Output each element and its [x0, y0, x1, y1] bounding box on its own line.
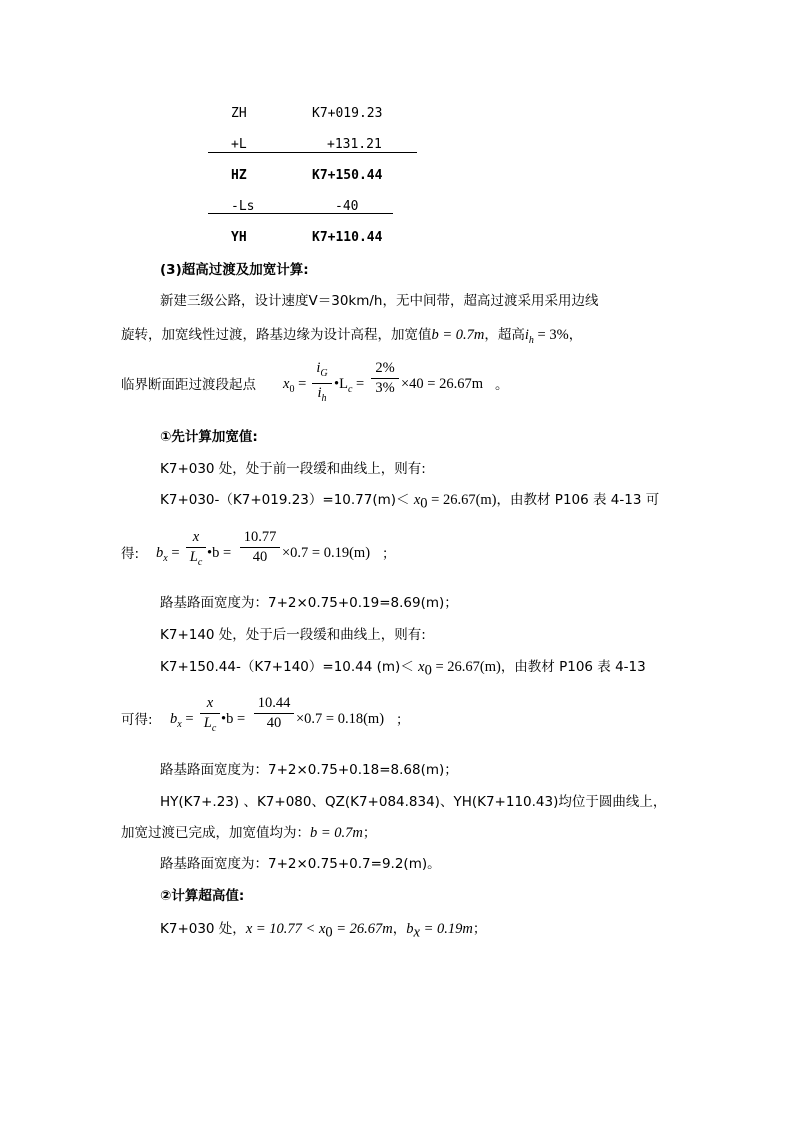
math-tail: ×0.7 = 0.18(m): [296, 711, 385, 727]
paragraph-text: ，: [568, 327, 583, 343]
math-mid: •b =: [221, 711, 246, 727]
math-mid: •b =: [207, 545, 232, 561]
table-row-value: +131.21: [327, 137, 382, 152]
paragraph-line: K7+030 处，$x = 10.77 < x_0 = 26.67m$，$b_x = 0.19m$；: [160, 921, 487, 941]
math-lhs: $b_x$ =: [156, 545, 180, 564]
subsection-heading: ①先计算加宽值:: [160, 429, 258, 445]
table-row-label: HZ: [231, 168, 247, 183]
paragraph-text: 可得:: [121, 712, 153, 728]
paragraph-text: 旋转，加宽线性过渡，路基边缘为设计高程，加宽值: [121, 327, 432, 343]
math-superelevation: $i_h = 3\%$: [524, 327, 569, 346]
paragraph-line: 加宽过渡已完成，加宽值均为：b = 0.7m；: [121, 825, 377, 841]
paragraph-line: K7+140 处，处于后一段缓和曲线上，则有:: [160, 627, 426, 643]
paragraph-text: 临界断面距过渡段起点: [121, 377, 256, 393]
table-row-value: K7+150.44: [312, 168, 383, 183]
fraction-value: 10.77 40: [240, 529, 280, 566]
section-heading: (3)超高过渡及加宽计算:: [160, 262, 309, 278]
paragraph-line: 新建三级公路，设计速度V＝30km/h，无中间带，超高过渡采用采用边线: [160, 293, 599, 309]
math-tail: ×0.7 = 0.19(m): [282, 545, 371, 561]
sum-divider: [208, 213, 393, 214]
math-lhs: $b_x$ =: [170, 711, 194, 730]
paragraph-line: 路基路面宽度为：7+2×0.75+0.19=8.69(m)；: [160, 595, 458, 611]
fraction-x-Lc: x $L_c$: [200, 695, 220, 737]
table-row-label: -Ls: [231, 199, 255, 214]
paragraph-text: 得:: [121, 546, 140, 562]
table-row-value: K7+110.44: [312, 230, 383, 245]
math-tail: ×40 = 26.67m: [401, 376, 484, 392]
paragraph-text: ；: [382, 546, 396, 562]
paragraph-line: [121, 326, 582, 350]
fraction-value: 10.44 40: [254, 695, 294, 732]
fraction-iG-ih: $i_G$ $i_h$: [312, 360, 332, 407]
fraction-percent: 2% 3%: [371, 360, 399, 397]
math-lhs: $x_0$ =: [283, 376, 307, 395]
paragraph-line: 路基路面宽度为：7+2×0.75+0.18=8.68(m)；: [160, 762, 458, 778]
math-mid: $•L_c$ =: [334, 376, 365, 395]
paragraph-line: K7+150.44-（K7+140）=10.44 $(m)< x_0 = 26.67(m)$，由教材 P106 表 4-13: [160, 659, 646, 679]
table-row-value: K7+019.23: [312, 106, 383, 121]
fraction-x-Lc: x $L_c$: [186, 529, 206, 571]
sum-divider: [208, 152, 417, 153]
paragraph-text: ；: [396, 712, 410, 728]
table-row-value: -40: [335, 199, 359, 214]
table-row-label: +L: [231, 137, 247, 152]
paragraph-line: 路基路面宽度为：7+2×0.75+0.7=9.2(m)。: [160, 856, 441, 872]
math-widening: b = 0.7m: [431, 327, 485, 343]
paragraph-text: 。: [495, 377, 509, 393]
table-row-label: ZH: [231, 106, 247, 121]
paragraph-text: ，超高: [484, 327, 525, 343]
subsection-heading: ②计算超高值:: [160, 888, 245, 904]
paragraph-line: $K7+030-(K7+019.23)=10.77(m)< x_0 = 26.67(m)$，由教材 P106 表 4-13 可: [160, 492, 660, 512]
paragraph-line: K7+030 处，处于前一段缓和曲线上，则有:: [160, 461, 426, 477]
paragraph-line: HY(K7+.23) 、K7+080、QZ(K7+084.834)、YH(K7+110.43)均位于圆曲线上，: [160, 794, 667, 810]
table-row-label: YH: [231, 230, 247, 245]
